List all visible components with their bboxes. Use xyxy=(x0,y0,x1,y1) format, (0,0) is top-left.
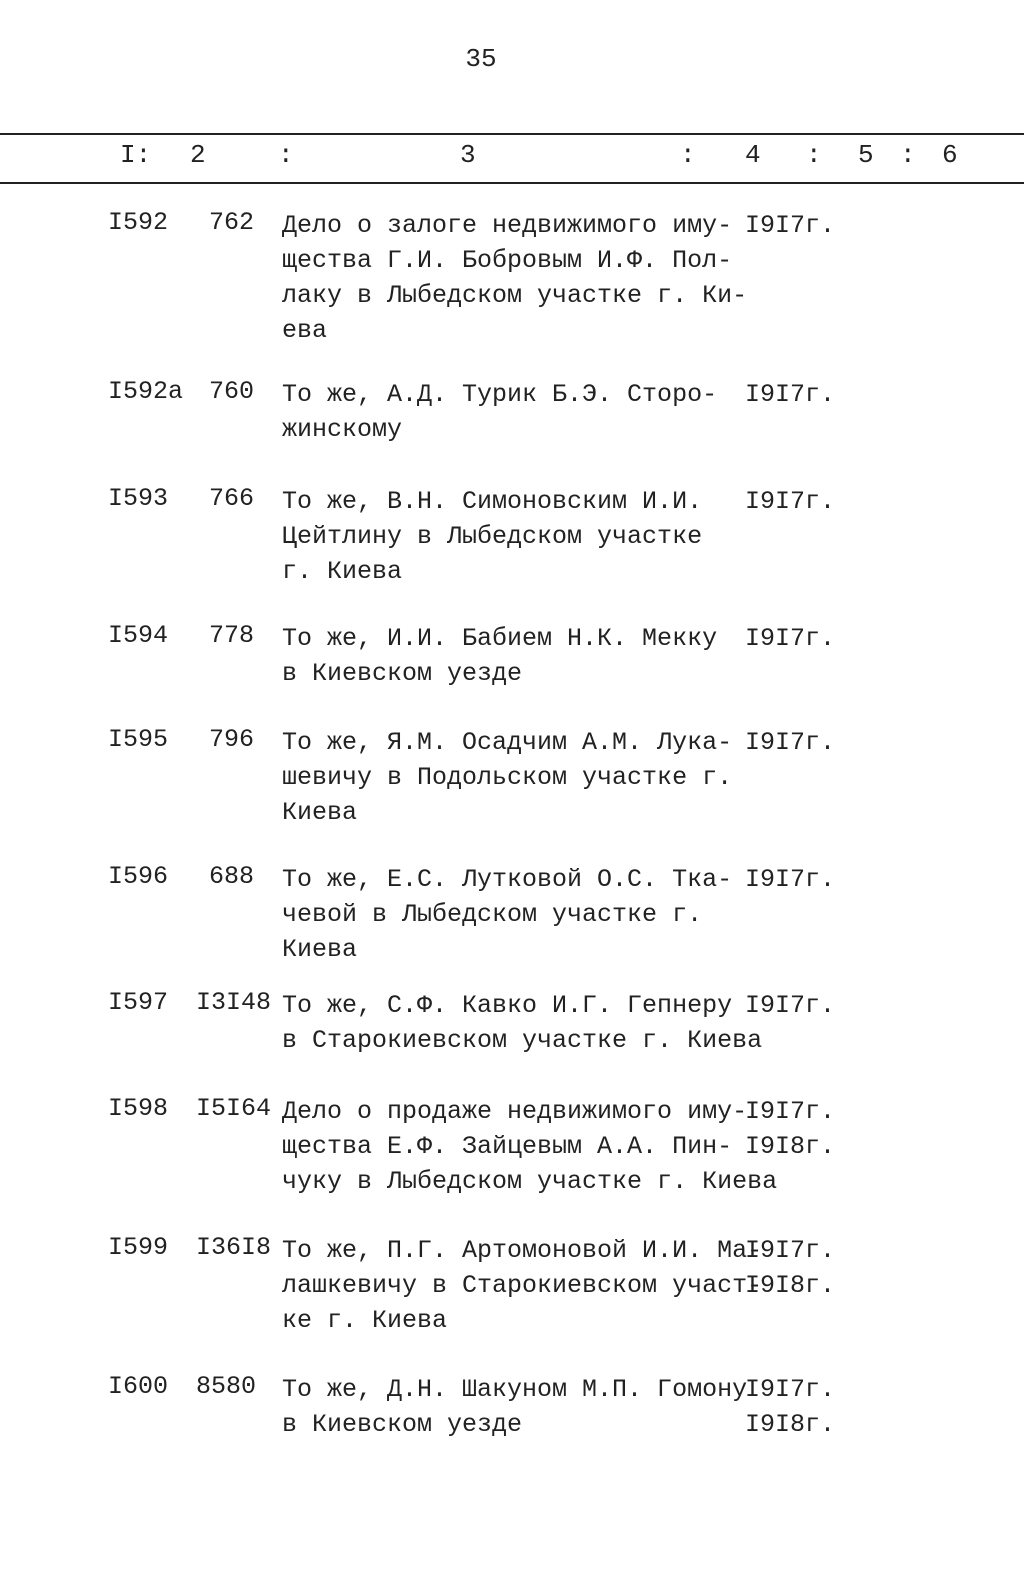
entry-old-number: 778 xyxy=(208,621,254,650)
entry-dates xyxy=(745,484,835,519)
entry-description xyxy=(282,1372,752,1442)
entry-old-number: 8580 xyxy=(196,1372,257,1401)
header-col-1: I: xyxy=(120,140,152,170)
entry-description xyxy=(282,621,752,691)
entry-date: I9I8г. xyxy=(745,1271,836,1300)
entry-description xyxy=(282,208,752,348)
entry-description-line: чуку в Лыбедском участке г. Киева xyxy=(282,1167,778,1196)
entry-date: I9I7г. xyxy=(745,380,836,409)
header-bottom-rule xyxy=(0,182,1024,184)
entry-dates xyxy=(745,862,835,897)
entry-number: I595 xyxy=(108,725,169,754)
header-separator: : xyxy=(680,140,696,170)
entry-date: I9I7г. xyxy=(745,865,836,894)
entry-description-line: щества Е.Ф. Зайцевым А.А. Пин- xyxy=(282,1132,733,1161)
entry-dates xyxy=(745,988,835,1023)
entry-dates xyxy=(745,621,835,656)
entry-description-line: То же, Е.С. Лутковой О.С. Тка- xyxy=(282,865,733,894)
entry-number: I598 xyxy=(108,1094,169,1123)
entry-description xyxy=(282,725,752,830)
entry-description-line: г. Киева xyxy=(282,557,403,586)
entry-old-number: 762 xyxy=(208,208,254,237)
entry-number: I596 xyxy=(108,862,169,891)
entry-number: I594 xyxy=(108,621,169,650)
entry-date: I9I7г. xyxy=(745,624,836,653)
entry-description xyxy=(282,862,752,967)
page-number: 35 xyxy=(465,44,497,74)
entry-date: I9I8г. xyxy=(745,1132,836,1161)
entry-description xyxy=(282,377,752,447)
entry-description-line: То же, Я.М. Осадчим А.М. Лука- xyxy=(282,728,733,757)
header-col-4: 4 xyxy=(745,140,761,170)
entry-number: I599 xyxy=(108,1233,169,1262)
entry-description xyxy=(282,988,763,1058)
entry-date: I9I7г. xyxy=(745,1375,836,1404)
entry-description-line: шевичу в Подольском участке г. xyxy=(282,763,733,792)
entry-dates xyxy=(745,208,835,243)
entry-date: I9I8г. xyxy=(745,1410,836,1439)
entry-number: I600 xyxy=(108,1372,169,1401)
entry-description-line: в Старокиевском участке г. Киева xyxy=(282,1026,763,1055)
entry-description-line: Киева xyxy=(282,798,358,827)
entry-description-line: Дело о продаже недвижимого иму- xyxy=(282,1097,748,1126)
entry-description-line: То же, В.Н. Симоновским И.И. xyxy=(282,487,703,516)
entry-number: I592 xyxy=(108,208,169,237)
header-col-2: 2 xyxy=(190,140,206,170)
entry-description-line: лашкевичу в Старокиевском участ- xyxy=(282,1271,763,1300)
entry-number: I597 xyxy=(108,988,169,1017)
entry-dates xyxy=(745,377,835,412)
entry-dates xyxy=(745,725,835,760)
entry-description-line: То же, П.Г. Артомоновой И.И. Ма- xyxy=(282,1236,763,1265)
entry-old-number: 796 xyxy=(208,725,254,754)
entry-old-number: 766 xyxy=(208,484,254,513)
entry-date: I9I7г. xyxy=(745,991,836,1020)
header-col-3: 3 xyxy=(460,140,476,170)
entry-description-line: лаку в Лыбедском участке г. Ки- xyxy=(282,281,748,310)
entry-dates xyxy=(745,1372,835,1442)
header-col-5: 5 xyxy=(858,140,874,170)
entry-number: I593 xyxy=(108,484,169,513)
entry-description xyxy=(282,484,752,589)
entry-description-line: Киева xyxy=(282,935,358,964)
entry-description-line: в Киевском уезде xyxy=(282,1410,523,1439)
entry-description-line: Цейтлину в Лыбедском участке xyxy=(282,522,703,551)
entry-description-line: То же, Д.Н. Шакуном М.П. Гомону xyxy=(282,1375,748,1404)
entry-description-line: ева xyxy=(282,316,328,345)
header-top-rule xyxy=(0,133,1024,135)
entry-description-line: чевой в Лыбедском участке г. xyxy=(282,900,703,929)
entry-description xyxy=(282,1233,763,1338)
entry-date: I9I7г. xyxy=(745,211,836,240)
entry-old-number: 688 xyxy=(208,862,254,891)
header-col-6: 6 xyxy=(942,140,958,170)
entry-date: I9I7г. xyxy=(745,487,836,516)
entry-description-line: То же, С.Ф. Кавко И.Г. Гепнеру xyxy=(282,991,733,1020)
header-separator: : xyxy=(806,140,822,170)
header-separator: : xyxy=(900,140,916,170)
entry-date: I9I7г. xyxy=(745,1097,836,1126)
entry-dates xyxy=(745,1094,835,1164)
entry-date: I9I7г. xyxy=(745,728,836,757)
entry-description xyxy=(282,1094,778,1199)
entry-description-line: щества Г.И. Бобровым И.Ф. Пол- xyxy=(282,246,733,275)
entry-description-line: ке г. Киева xyxy=(282,1306,448,1335)
entry-number: I592а xyxy=(108,377,184,406)
entry-dates xyxy=(745,1233,835,1303)
header-separator: : xyxy=(278,140,294,170)
entry-description-line: Дело о залоге недвижимого иму- xyxy=(282,211,733,240)
entry-description-line: жинскому xyxy=(282,415,403,444)
entry-description-line: То же, И.И. Бабием Н.К. Мекку xyxy=(282,624,718,653)
entry-old-number: I5I64 xyxy=(196,1094,272,1123)
entry-old-number: I36I8 xyxy=(196,1233,272,1262)
entry-old-number: 760 xyxy=(208,377,254,406)
entry-description-line: в Киевском уезде xyxy=(282,659,523,688)
entry-old-number: I3I48 xyxy=(196,988,272,1017)
entry-date: I9I7г. xyxy=(745,1236,836,1265)
entry-description-line: То же, А.Д. Турик Б.Э. Сторо- xyxy=(282,380,718,409)
